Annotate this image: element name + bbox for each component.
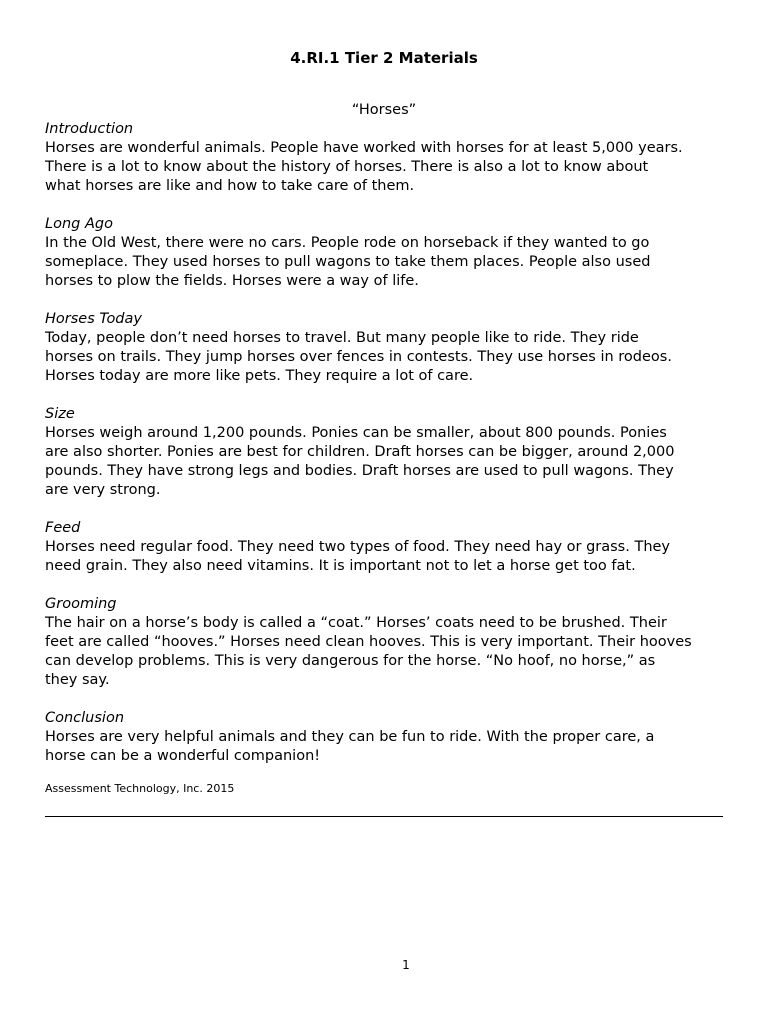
paragraph-line: someplace. They used horses to pull wagons to take them places. People also used [45,254,651,270]
paragraph-line: Horses need regular food. They need two types of food. They need hay or grass. They [45,539,671,555]
paragraph-line: Horses today are more like pets. They require a lot of care. [45,368,474,384]
paragraph-line: horses to plow the fields. Horses were a way of life. [45,273,419,289]
paragraph-line: The hair on a horse’s body is called a “coat.” Horses’ coats need to be brushed. Their [45,615,667,631]
paragraph-line: Horses weigh around 1,200 pounds. Ponies can be smaller, about 800 pounds. Ponies [45,425,667,441]
paragraph-line: need grain. They also need vitamins. It is important not to let a horse get too fat. [45,558,636,574]
section-heading: Long Ago [45,216,113,232]
section-introduction [45,120,735,196]
section-heading: Grooming [45,596,117,612]
paragraph-line: Horses are wonderful animals. People have worked with horses for at least 5,000 years. [45,140,683,156]
paragraph-line: horses on trails. They jump horses over fences in contests. They use horses in rodeos. [45,349,672,365]
paragraph-line: are also shorter. Ponies are best for children. Draft horses can be bigger, around 2,000 [45,444,675,460]
paragraph-line: Today, people don’t need horses to travel. But many people like to ride. They ride [45,330,639,346]
section-horses-today [45,310,735,386]
paragraph-line: are very strong. [45,482,161,498]
paragraph-line: Horses are very helpful animals and they can be fun to ride. With the proper care, a [45,729,655,745]
page-number: 1 [402,958,410,972]
paragraph-line: pounds. They have strong legs and bodies. Draft horses are used to pull wagons. They [45,463,674,479]
document-body [45,120,735,785]
document-title: “Horses” [351,102,417,118]
paragraph-line: feet are called “hooves.” Horses need clean hooves. This is very important. Their hooves [45,634,692,650]
paragraph-line: they say. [45,672,110,688]
paragraph-line: can develop problems. This is very dangerous for the horse. “No hoof, no horse,” as [45,653,656,669]
section-heading: Feed [45,520,81,536]
section-grooming [45,595,735,690]
section-heading: Conclusion [45,710,125,726]
paragraph-line: what horses are like and how to take care of them. [45,178,415,194]
section-conclusion [45,709,735,766]
page-title: 4.RI.1 Tier 2 Materials [290,49,478,67]
section-heading: Introduction [45,121,134,137]
footer-divider [45,816,723,817]
section-heading: Size [45,406,75,422]
paragraph-line: There is a lot to know about the history of horses. There is also a lot to know about [45,159,649,175]
section-heading: Horses Today [45,311,142,327]
section-size [45,405,735,500]
paragraph-line: horse can be a wonderful companion! [45,748,321,764]
footer-credit: Assessment Technology, Inc. 2015 [45,782,235,795]
section-feed [45,519,735,576]
paragraph-line: In the Old West, there were no cars. People rode on horseback if they wanted to go [45,235,650,251]
section-long-ago [45,215,735,291]
